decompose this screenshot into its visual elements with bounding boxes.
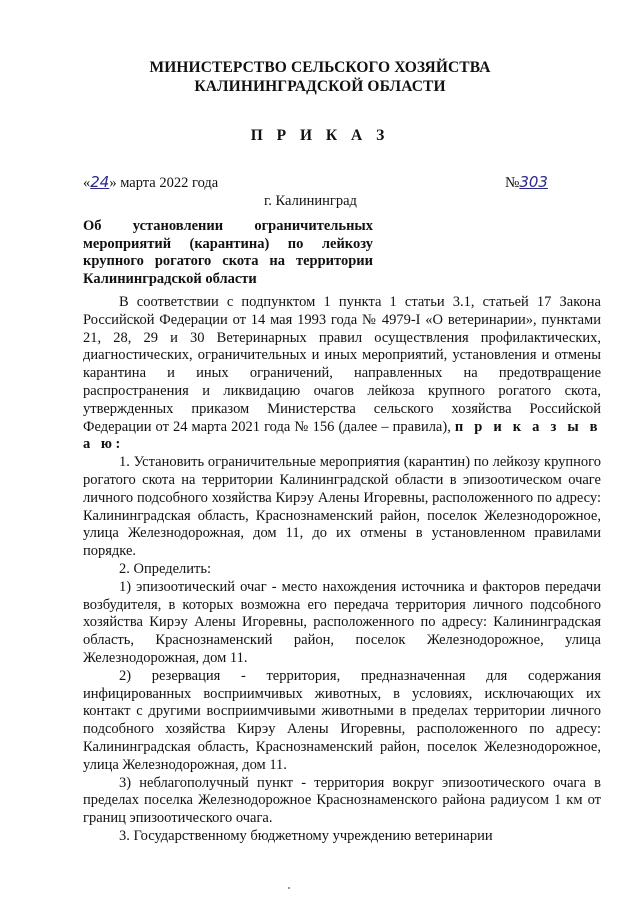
order-subject: Об установлении ограничительных мероприятий (карантина) по лейкозу крупного рогатого скота на территории Калининградской области (83, 218, 373, 287)
ministry-name-line2: КАЛИНИНГРАДСКОЙ ОБЛАСТИ (194, 78, 446, 95)
item-2-1: 1) эпизоотический очаг - место нахождения источника и факторов передачи возбудителя, в которых возможна его передача территория личного подсобного хозяйства Кирэу Алены Игоревны, расположенного по адресу: Калининградская область, Краснознаменский район, поселок Железнодорожное, улица Железнодорожная, дом 11. (83, 578, 601, 666)
item-2: 2. Определить: (119, 560, 212, 577)
ministry-heading (0, 58, 640, 96)
date-day-handwritten: 24 (90, 173, 110, 191)
date-open-quote: « (83, 175, 91, 191)
number-value-handwritten: 303 (519, 173, 548, 191)
ministry-name-line1: МИНИСТЕРСТВО СЕЛЬСКОГО ХОЗЯЙСТВА (149, 59, 491, 76)
order-number (505, 173, 548, 192)
item-1: 1. Установить ограничительные мероприятия (карантин) по лейкозу крупного рогатого скота на территории Калининградской области в эпизоотическом очаге личного подсобного хозяйства Кирэу Алены Игоревны, расположенного по адресу: Калининградская область, Краснознаменский район, поселок Железнодорожное, улица Железнодорожная, дом 11, до их отмены в установленном правилами порядке. (83, 454, 601, 560)
item-3: 3. Государственному бюджетному учреждению ветеринарии (119, 827, 493, 844)
date-month-year: » марта 2022 года (109, 175, 219, 191)
order-title: П Р И К А З (250, 127, 390, 144)
order-word: п р и к а з ы в а ю: (83, 418, 602, 453)
page-mark (288, 887, 290, 889)
preamble-text: В соответствии с подпунктом 1 пункта 1 статьи 3.1, статьей 17 Закона Российской Федерации от 14 мая 1993 года № 4979-I «О ветеринарии», пунктами 21, 28, 29 и 30 Ветеринарных правил осуществления профилактических, диагностических, ограничительных и иных мероприятий, установления и отмены карантина и иных ограничений, направленных на предотвращение распространения и ликвидацию очагов лейкоза крупного рогатого скота, утвержденных приказом Министерства сельского хозяйства Российской Федерации от 24 марта 2021 года № 156 (далее – правила), (83, 294, 601, 435)
preamble-paragraph (83, 294, 601, 454)
item-2-2: 2) резервация - территория, предназначенная для содержания инфицированных восприимчивых животных, в условиях, исключающих их контакт с другими восприимчивыми животными в пределах территории личного подсобного хозяйства Кирэу Алены Игоревны, расположенного по адресу: Калининградская область, Краснознаменский район, поселок Железнодорожное, улица Железнодорожная, дом 11. (83, 667, 601, 773)
item-2-3: 3) неблагополучный пункт - территория вокруг эпизоотического очага в пределах поселка Железнодорожное Краснознаменского района радиусом 1 км от границ эпизоотического очага. (83, 774, 601, 827)
order-date (83, 173, 218, 192)
order-body (83, 294, 601, 846)
number-prefix: № (505, 175, 520, 191)
order-city: г. Калининград (264, 193, 357, 209)
